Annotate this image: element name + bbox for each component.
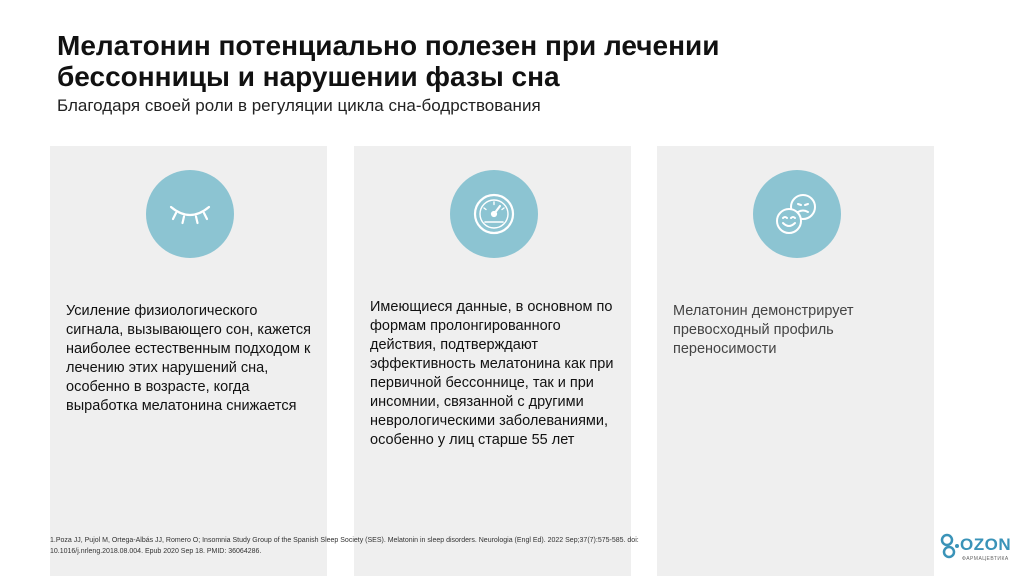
logo-mark-icon	[940, 533, 960, 561]
slide-subtitle: Благодаря своей роли в регуляции цикла сна-бодрствования	[57, 96, 541, 115]
closed-eye-icon	[146, 170, 234, 258]
card-tolerability	[657, 146, 934, 576]
card-text: Имеющиеся данные, в основном по формам пролонгированного действия, подтверждают эффективность мелатонина как при первичной бессоннице, так и при инсомнии, связанной с другими неврологическими заболеваниями, особенно у лиц старше 55 лет	[370, 299, 614, 448]
ozon-logo	[940, 531, 1020, 571]
footnote-line-2: 10.1016/j.nrleng.2018.08.004. Epub 2020 Sep 18. PMID: 36064286.	[50, 548, 262, 555]
title-line-2: бессонницы и нарушении фазы сна	[57, 61, 560, 92]
faces-icon	[753, 170, 841, 258]
title-line-1: Мелатонин потенциально полезен при лечении	[57, 30, 720, 61]
logo-tagline: ФАРМАЦЕВТИКА	[962, 556, 1009, 562]
gauge-icon	[450, 170, 538, 258]
logo-word: OZON	[960, 535, 1012, 554]
reference-footnote	[50, 535, 750, 557]
footnote-line-1: 1.Poza JJ, Pujol M, Ortega-Albás JJ, Romero O; Insomnia Study Group of the Spanish Sleep Society (SES). Melatonin in sleep disorders. Neurologia (Engl Ed). 2022 Sep;37(7):575-585. doi:	[50, 537, 639, 544]
card-efficacy	[354, 146, 631, 576]
slide-title	[57, 30, 857, 92]
card-text: Мелатонин демонстрирует превосходный профиль переносимости	[673, 303, 854, 357]
card-sleep-signal	[50, 146, 327, 576]
card-text: Усиление физиологического сигнала, вызывающего сон, кажется наиболее естественным подходом к лечению этих нарушений сна, особенно в возрасте, когда выработка мелатонина снижается	[66, 303, 311, 414]
